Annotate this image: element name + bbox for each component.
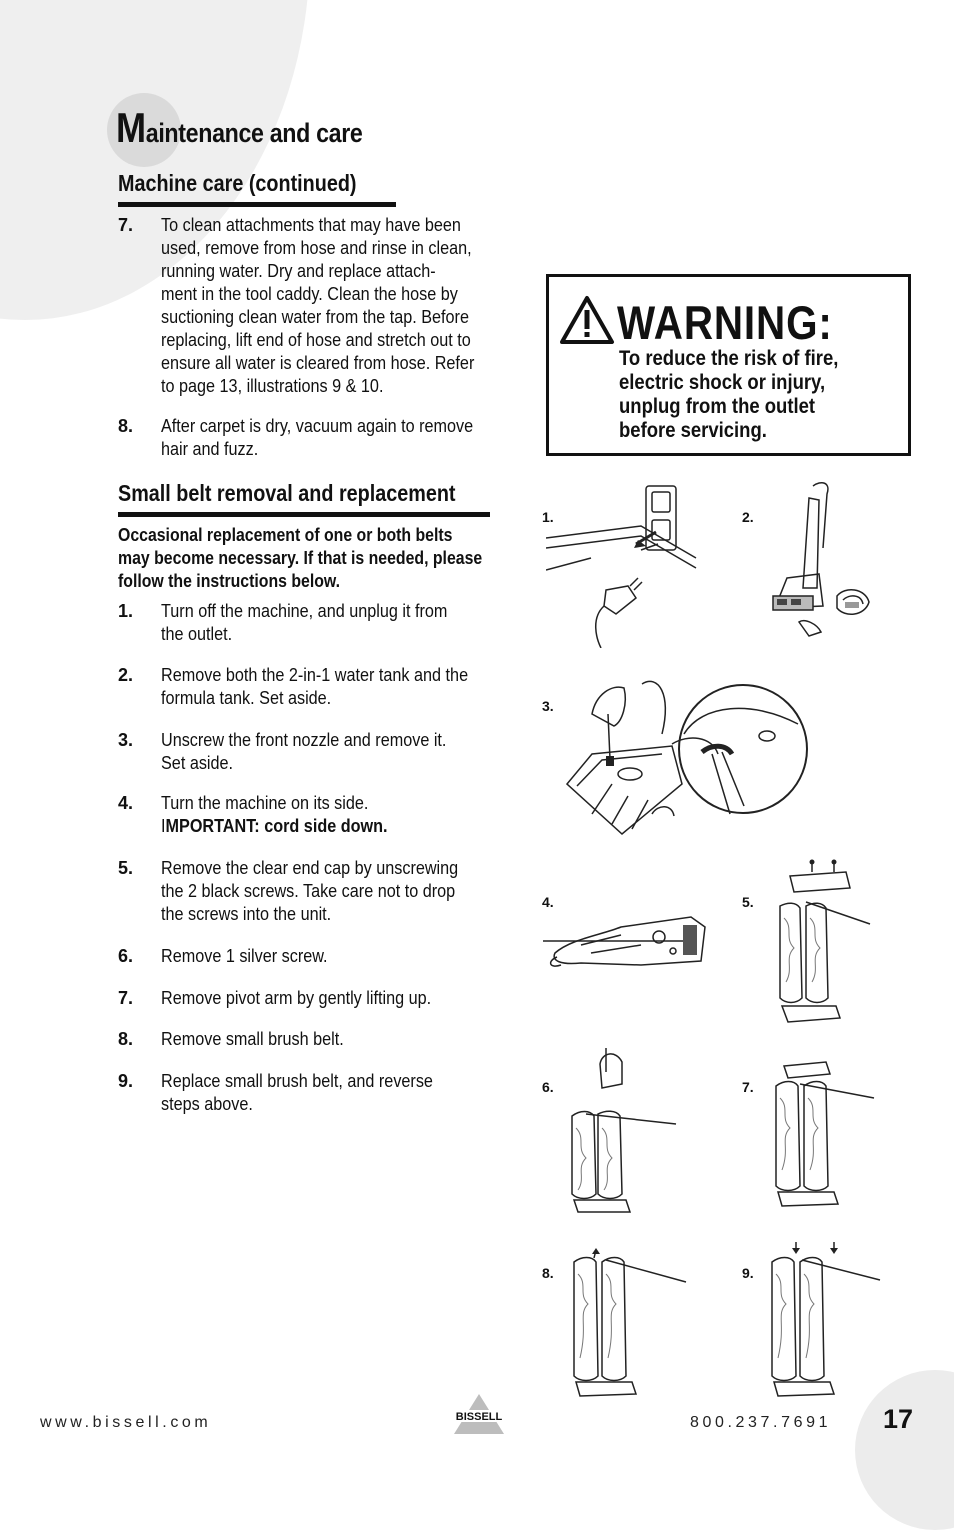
figure-label: 9.: [742, 1265, 754, 1281]
step-number: 4.: [118, 793, 134, 813]
remove-belt-illustration: [566, 1248, 696, 1398]
list-item: [118, 415, 518, 461]
step-item: [118, 664, 518, 710]
heading-underline: [118, 512, 490, 517]
figure-label: 7.: [742, 1079, 754, 1095]
warning-text: To reduce the risk of fire, electric shock or injury, unplug from the outlet before servicing.: [619, 347, 839, 442]
title-rest: aintenance and care: [145, 118, 363, 148]
step-text-main: Turn the machine on its side.: [161, 793, 369, 813]
step-text: Remove small brush belt.: [161, 1029, 344, 1049]
item-text: After carpet is dry, vacuum again to remove hair and fuzz.: [161, 416, 474, 459]
step-item: [118, 857, 518, 926]
step-item: [118, 1028, 518, 1051]
step-number: 6.: [118, 946, 134, 966]
step-text: Turn off the machine, and unplug it from the outlet.: [161, 601, 448, 644]
important-note: MPORTANT: cord side down.: [165, 816, 388, 836]
page-number: 17: [883, 1404, 914, 1434]
machine-on-side-illustration: [541, 905, 711, 975]
step-item: [118, 729, 518, 775]
warning-triangle-icon: [559, 295, 615, 345]
step-number: 8.: [118, 1029, 134, 1049]
bissell-logo: [448, 1392, 510, 1436]
warning-box: [546, 274, 911, 456]
footer-website: www.bissell.com: [40, 1414, 212, 1431]
replace-belt-illustration: [766, 1238, 886, 1398]
step-number: 3.: [118, 730, 134, 750]
remove-end-cap-illustration: [766, 858, 876, 1028]
machine-care-heading: Machine care (continued): [118, 170, 357, 196]
remove-silver-screw-illustration: [566, 1044, 686, 1214]
step-item: [118, 987, 518, 1010]
step-number: 9.: [118, 1071, 134, 1091]
step-text: Remove pivot arm by gently lifting up.: [161, 988, 432, 1008]
page-title: [116, 104, 362, 152]
step-number: 1.: [118, 601, 134, 621]
step-text: Remove both the 2-in-1 water tank and the formula tank. Set aside.: [161, 665, 469, 708]
heading-underline: [118, 202, 396, 207]
logo-text: BISSELL: [455, 1411, 503, 1423]
step-text: Remove the clear end cap by unscrewing the 2 black screws. Take care not to drop the screws into the unit.: [161, 858, 459, 924]
step-text: Remove 1 silver screw.: [161, 946, 328, 966]
item-number: 7.: [118, 215, 134, 235]
step-item: [118, 1070, 518, 1116]
figure-label: 1.: [542, 509, 554, 525]
unscrew-nozzle-illustration: [562, 674, 812, 839]
figure-label: 3.: [542, 698, 554, 714]
figure-label: 8.: [542, 1265, 554, 1281]
figure-label: 5.: [742, 894, 754, 910]
step-item: [118, 600, 518, 646]
item-text: To clean attachments that may have been used, remove from hose and rinse in clean, running water. Dry and replace attach- ment in the tool caddy. Clean the hose by suctioning clean water from the tap. Before replacing, lift end of hose and stretch out to ensure all water is cleared from hose. Refer to page 13, illustrations 9 & 10.: [161, 215, 475, 396]
step-text: [161, 792, 517, 838]
important-prefix: I: [161, 816, 166, 836]
step-number: 5.: [118, 858, 134, 878]
unplug-outlet-illustration: [546, 478, 706, 648]
figure-label: 6.: [542, 1079, 554, 1095]
title-initial: M: [116, 104, 146, 151]
list-item: [118, 214, 518, 398]
step-item: [118, 792, 518, 838]
step-number: 2.: [118, 665, 134, 685]
belt-heading: Small belt removal and replacement: [118, 480, 456, 506]
machine-tanks-removed-illustration: [765, 478, 885, 648]
step-text: Unscrew the front nozzle and remove it. Set aside.: [161, 730, 447, 773]
figure-label: 4.: [542, 894, 554, 910]
warning-title: WARNING:: [617, 296, 833, 349]
remove-pivot-arm-illustration: [770, 1058, 880, 1218]
step-item: [118, 945, 518, 968]
figure-label: 2.: [742, 509, 754, 525]
belt-intro: Occasional replacement of one or both belts may become necessary. If that is needed, please follow the instructions below.: [118, 525, 483, 591]
footer-phone: 800.237.7691: [690, 1414, 832, 1431]
item-number: 8.: [118, 416, 134, 436]
step-text: Replace small brush belt, and reverse steps above.: [161, 1071, 433, 1114]
step-number: 7.: [118, 988, 134, 1008]
